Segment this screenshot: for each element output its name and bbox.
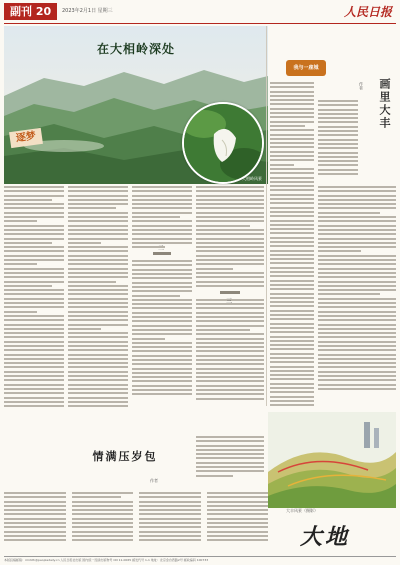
section-number-3: 三 [226, 298, 233, 305]
farmland-aerial-photo [268, 412, 396, 508]
feature-column-intro [318, 100, 358, 184]
section-number-2: 二 [158, 245, 165, 252]
article-column-4 [196, 186, 264, 436]
feature-author: 作者 [359, 82, 364, 90]
article-column-1 [4, 186, 64, 436]
dove-tree-flower-photo [182, 102, 264, 184]
column-badge [286, 60, 326, 76]
article-title: 在大相岭深处 [96, 42, 175, 56]
feature-title: 画里大丰 [378, 78, 391, 130]
dadi-column-logo: 大地 [300, 524, 351, 550]
sub-essay-author: 作者 [150, 478, 158, 483]
article-column-2 [68, 186, 128, 436]
page-footer: 本版投稿邮箱：rmrbfk@peopledaily.cn 人民日报社出版 国内统一连续出版物号 CN 11-0065 邮发代号 1-1 地址：北京金台西路2号 邮政编码 100733 [4, 556, 396, 562]
photo-caption: 大相岭风景 [242, 176, 262, 181]
flower-icon [184, 104, 262, 182]
masthead [4, 3, 396, 24]
newspaper-logo: 人民日报 [343, 5, 392, 19]
badge-label: 我与一座城 [286, 60, 326, 76]
field-photo-caption: 大丰风景（摄影） [286, 508, 318, 513]
essay-title-badge: 逐梦 [9, 128, 43, 148]
section-label: 副刊 20 [4, 3, 57, 20]
feature-column-1 [270, 82, 314, 408]
article-column-3 [132, 186, 192, 436]
article-column-4-end [196, 436, 264, 486]
feature-column-2 [318, 186, 396, 408]
issue-date: 2023年2月1日 星期三 [62, 8, 113, 14]
field-landscape-icon [268, 412, 396, 508]
sub-essay-body [4, 492, 268, 552]
column-divider [266, 26, 267, 406]
sub-essay-title: 情满压岁包 [92, 450, 158, 463]
